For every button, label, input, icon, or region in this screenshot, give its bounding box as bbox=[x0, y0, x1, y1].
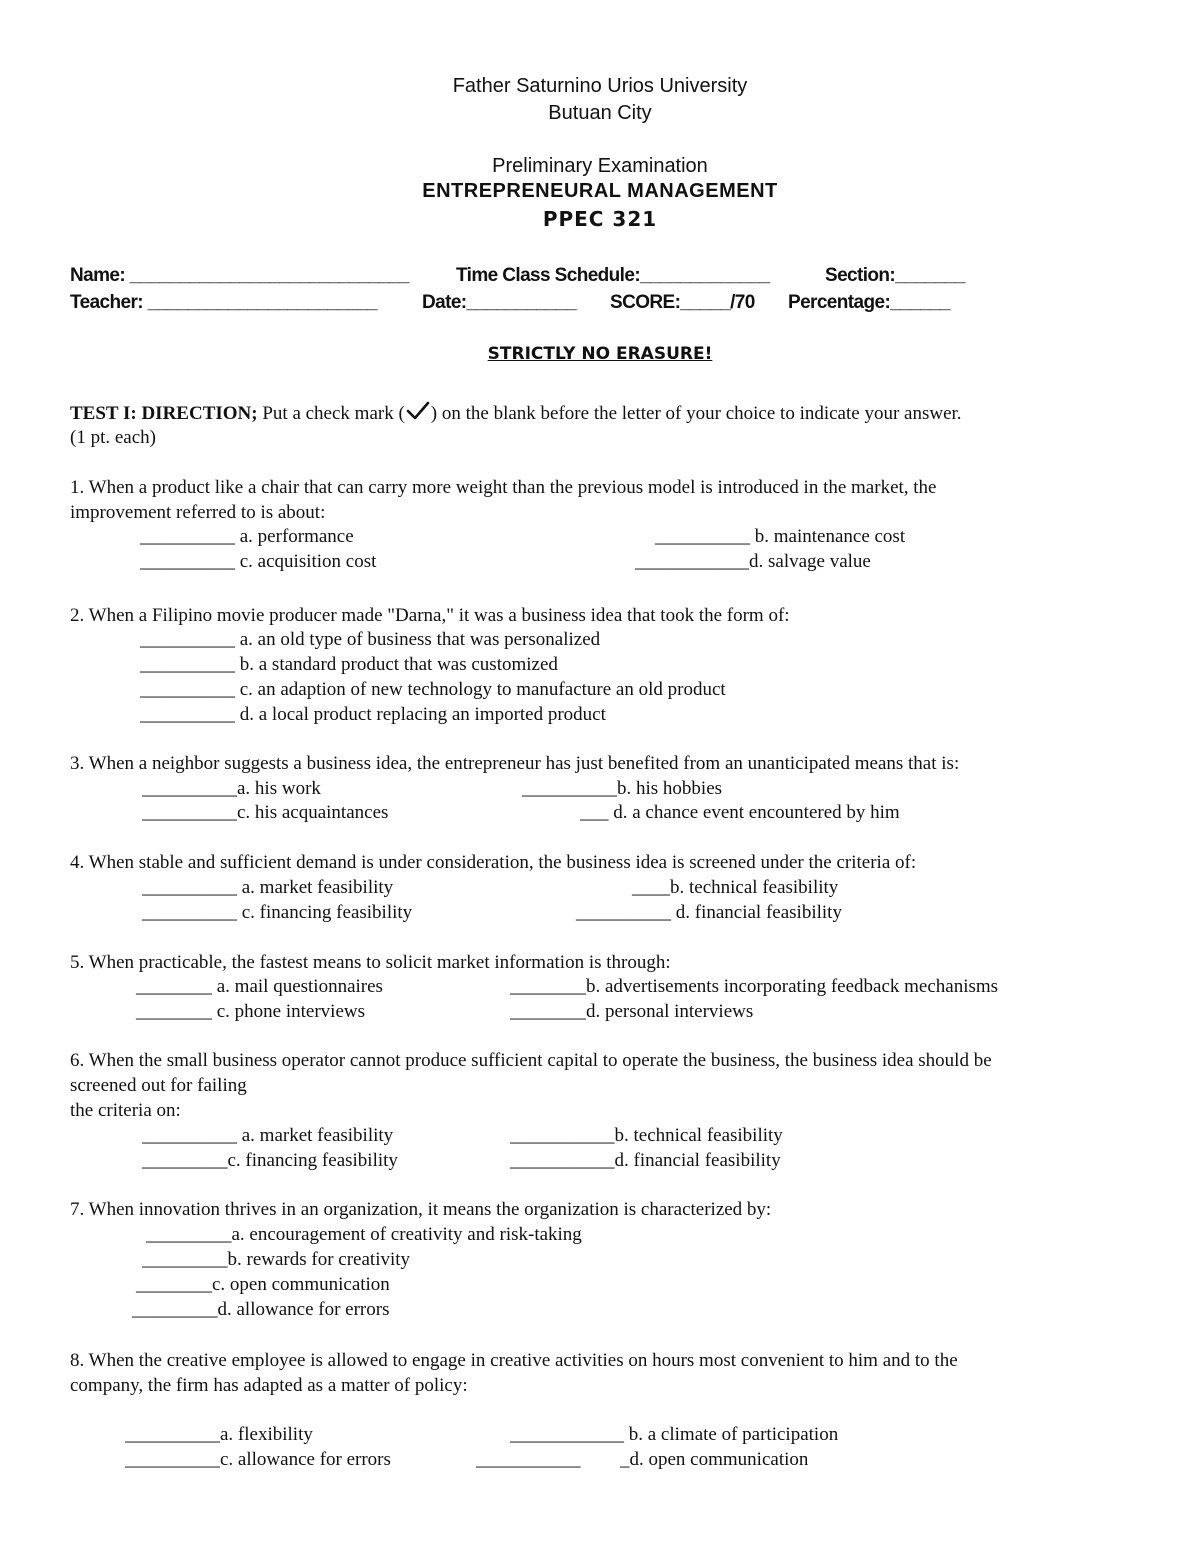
question-8-option-a[interactable]: __________a. flexibility bbox=[125, 1424, 313, 1445]
question-3-option-b[interactable]: __________b. his hobbies bbox=[522, 778, 723, 799]
score-field[interactable]: SCORE:_____/70 bbox=[610, 292, 755, 313]
question-6-option-c[interactable]: _________c. financing feasibility bbox=[142, 1150, 398, 1171]
time-schedule-field[interactable]: Time Class Schedule:_____________ bbox=[456, 265, 770, 286]
direction-points: (1 pt. each) bbox=[70, 427, 156, 448]
university-name: Father Saturnino Urios University bbox=[452, 75, 748, 97]
question-2-option-a[interactable]: __________ a. an old type of business that was personalized bbox=[140, 629, 601, 650]
question-1-option-b[interactable]: __________ b. maintenance cost bbox=[655, 526, 906, 547]
city-name: Butuan City bbox=[548, 102, 652, 124]
exam-title: Preliminary Examination bbox=[492, 155, 708, 177]
question-5-option-d[interactable]: ________d. personal interviews bbox=[510, 1001, 754, 1022]
question-1-stem: 1. When a product like a chair that can carry more weight than the previous model is introduced in the market, the bbox=[70, 477, 937, 498]
direction-label: TEST I: DIRECTION; bbox=[70, 403, 258, 424]
question-5-option-c[interactable]: ________ c. phone interviews bbox=[136, 1001, 366, 1022]
question-6-stem-cont-2: the criteria on: bbox=[70, 1100, 181, 1121]
question-4-option-c[interactable]: __________ c. financing feasibility bbox=[142, 902, 413, 923]
question-1-option-d[interactable]: ____________d. salvage value bbox=[635, 551, 871, 572]
date-field[interactable]: Date:___________ bbox=[422, 292, 577, 313]
direction-text-after: ) on the blank before the letter of your choice to indicate your answer. bbox=[430, 403, 962, 424]
question-8-stem-cont: company, the firm has adapted as a matter of policy: bbox=[70, 1375, 468, 1396]
question-4-stem: 4. When stable and sufficient demand is under consideration, the business idea is screened under the criteria of: bbox=[70, 852, 917, 873]
question-8-option-d-blank[interactable]: ___________ bbox=[476, 1449, 581, 1470]
test-direction bbox=[70, 400, 962, 426]
question-6-stem-cont: screened out for failing bbox=[70, 1075, 247, 1096]
question-3-option-a[interactable]: __________a. his work bbox=[142, 778, 321, 799]
question-8-stem: 8. When the creative employee is allowed to engage in creative activities on hours most convenient to him and to the bbox=[70, 1350, 958, 1371]
question-1-option-a[interactable]: __________ a. performance bbox=[140, 526, 354, 547]
question-7-option-b[interactable]: _________b. rewards for creativity bbox=[142, 1249, 411, 1270]
question-6-option-d[interactable]: ___________d. financial feasibility bbox=[510, 1150, 781, 1171]
question-4-option-b[interactable]: ____b. technical feasibility bbox=[632, 877, 839, 898]
question-7-option-c[interactable]: ________c. open communication bbox=[136, 1274, 390, 1295]
question-5-option-a[interactable]: ________ a. mail questionnaires bbox=[136, 976, 383, 997]
question-7-stem: 7. When innovation thrives in an organization, it means the organization is characterized by: bbox=[70, 1199, 772, 1220]
course-code: PPEC 321 bbox=[542, 207, 658, 231]
question-7-option-d[interactable]: _________d. allowance for errors bbox=[132, 1299, 390, 1320]
question-3-option-c[interactable]: __________c. his acquaintances bbox=[142, 802, 389, 823]
question-5-option-b[interactable]: ________b. advertisements incorporating feedback mechanisms bbox=[510, 976, 999, 997]
teacher-field[interactable]: Teacher: _______________________ bbox=[70, 292, 377, 313]
question-5-stem: 5. When practicable, the fastest means to solicit market information is through: bbox=[70, 952, 671, 973]
question-1-option-c[interactable]: __________ c. acquisition cost bbox=[140, 551, 377, 572]
question-1-stem-cont: improvement referred to is about: bbox=[70, 502, 326, 523]
question-8-option-d[interactable]: _d. open communication bbox=[620, 1449, 809, 1470]
direction-text-before: Put a check mark ( bbox=[257, 403, 405, 424]
section-field[interactable]: Section:_______ bbox=[825, 265, 965, 286]
check-mark-icon bbox=[405, 400, 431, 422]
question-2-option-c[interactable]: __________ c. an adaption of new technology to manufacture an old product bbox=[140, 679, 726, 700]
no-erasure-notice: STRICTLY NO ERASURE! bbox=[487, 344, 713, 364]
question-2-option-b[interactable]: __________ b. a standard product that was customized bbox=[140, 654, 558, 675]
question-8-option-b[interactable]: ____________ b. a climate of participation bbox=[510, 1424, 839, 1445]
question-6-option-b[interactable]: ___________b. technical feasibility bbox=[510, 1125, 783, 1146]
question-4-option-a[interactable]: __________ a. market feasibility bbox=[142, 877, 394, 898]
question-3-stem: 3. When a neighbor suggests a business idea, the entrepreneur has just benefited from an unanticipated means that is: bbox=[70, 753, 960, 774]
question-6-option-a[interactable]: __________ a. market feasibility bbox=[142, 1125, 394, 1146]
question-6-stem: 6. When the small business operator cannot produce sufficient capital to operate the business, the business idea should be bbox=[70, 1050, 992, 1071]
question-7-option-a[interactable]: _________a. encouragement of creativity and risk-taking bbox=[146, 1224, 582, 1245]
percentage-field[interactable]: Percentage:______ bbox=[788, 292, 950, 313]
question-3-option-d[interactable]: ___ d. a chance event encountered by him bbox=[580, 802, 900, 823]
question-2-stem: 2. When a Filipino movie producer made "Darna," it was a business idea that took the form of: bbox=[70, 605, 790, 626]
question-2-option-d[interactable]: __________ d. a local product replacing an imported product bbox=[140, 704, 606, 725]
subject-title: ENTREPRENEURAL MANAGEMENT bbox=[422, 180, 778, 202]
question-4-option-d[interactable]: __________ d. financial feasibility bbox=[576, 902, 842, 923]
name-field[interactable]: Name: ____________________________ bbox=[70, 265, 409, 286]
question-8-option-c[interactable]: __________c. allowance for errors bbox=[125, 1449, 391, 1470]
